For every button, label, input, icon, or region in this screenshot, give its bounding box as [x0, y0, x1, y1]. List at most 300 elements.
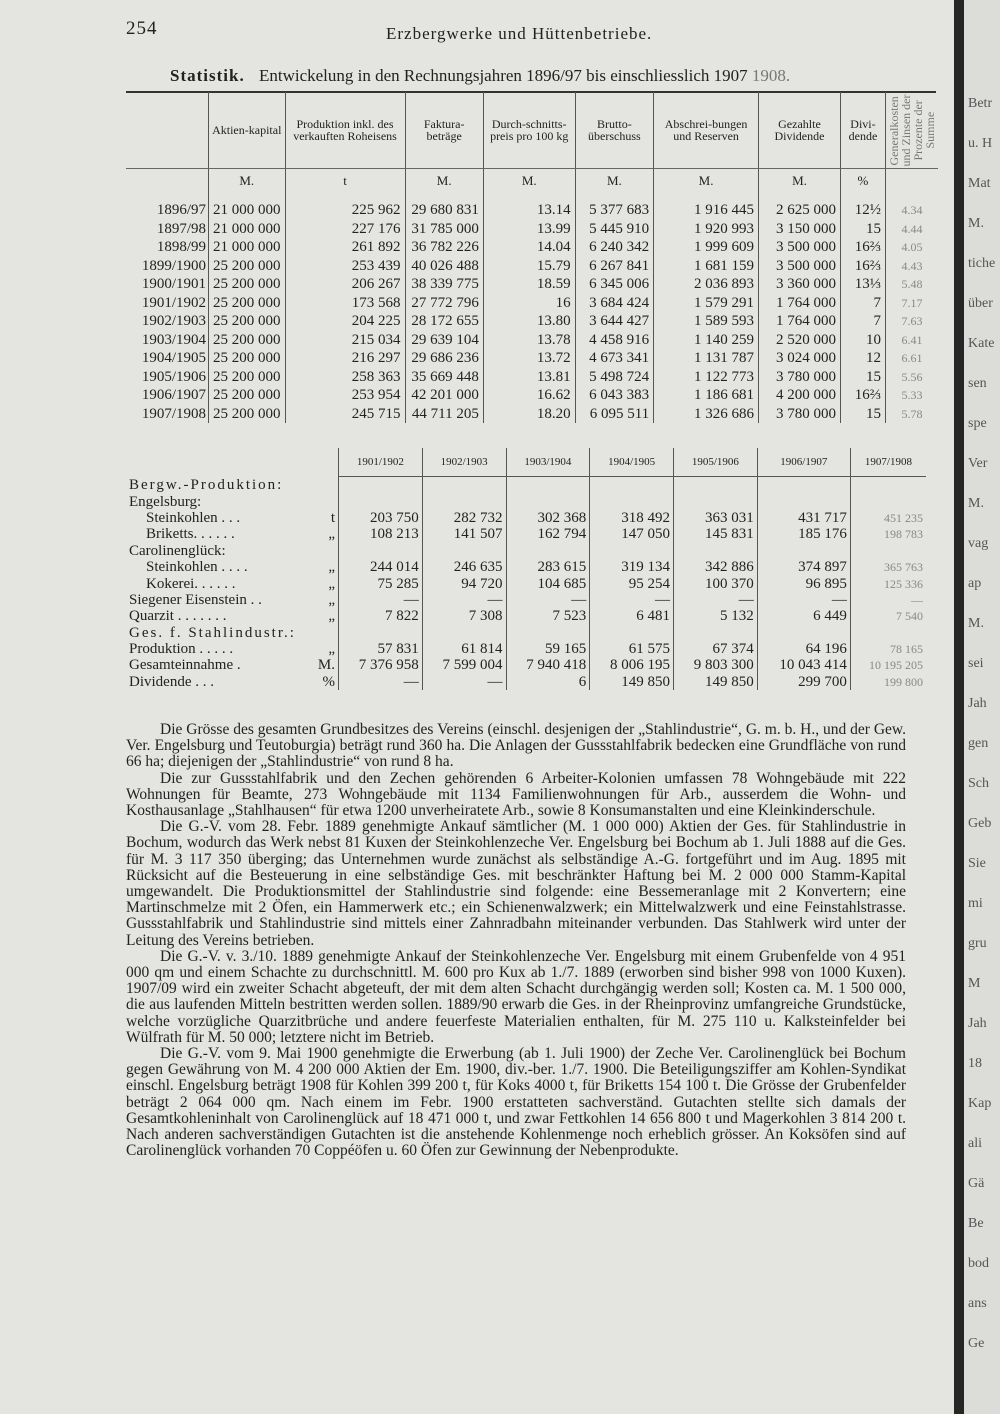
table-cell	[757, 543, 850, 559]
table-cell: —	[590, 592, 674, 608]
row-label	[126, 559, 339, 575]
row-label	[126, 641, 339, 657]
paragraph: Die G.-V. vom 9. Mai 1900 genehmigte die Erwerbung (ab 1. Juli 1900) der Zeche Ver. Carolinenglück bei Bochum gegen Gewährung von M. 4 200 000 Aktien der Em. 1900, div.-ber. 1./7. 1900. Die Beteiligungsziffer am Kohlen-Syndikat einschl. Engelsburg beträgt 1908 für Kohlen 399 200 t, für Koks 4000 t, für Briketts 154 100 t. Die Grösse der Grubenfelder beträgt 2 064 000 qm. Nach einem im Febr. 1900 erstatteten sachverständ. Gutachten stellte sich damals der Gesamtkohleninhalt von Carolinenglück auf 18 471 000 t, und zwar Fettkohlen 14 656 800 t und Magerkohlen 3 814 200 t. Nach anderen sachverständigen Gutachten ist die anstehende Kohlenmenge noch erheblich grösser. An Koksöfen sind auf Carolinenglück vorhanden 70 Coppéöfen u. 60 Öfen zur Gewinnung der Nebenprodukte.	[126, 1045, 906, 1160]
adjacent-page-fragment: Betr	[968, 96, 993, 111]
table-cell: 7 599 004	[422, 657, 506, 673]
table-cell: 36 782 226	[405, 238, 483, 257]
unit-cell	[126, 169, 209, 194]
adjacent-page-fragment: über	[968, 296, 993, 311]
table-cell	[506, 543, 590, 559]
adjacent-page-fragment: Be	[968, 1216, 984, 1231]
table-cell: —	[674, 592, 758, 608]
table-cell: 95 254	[590, 575, 674, 591]
table-cell: 3 644 427	[575, 312, 654, 331]
table-row	[126, 386, 938, 405]
table-cell: 18.59	[483, 275, 575, 294]
table-cell: 451 235	[850, 510, 926, 526]
paragraph: Die Grösse des gesamten Grundbesitzes des Vereins (einschl. desjenigen der „Stahlindustrie“, G. m. b. H., und der Gew. Ver. Engelsburg und Teutoburgia) beträgt rund 360 ha. Die Anlagen der Gussstahlfabrik bedecken eine Grundfläche von rund 66 ha; diejenigen der „Stahlindustrie“ von rund 8 ha.	[126, 721, 906, 771]
row-unit: „	[328, 575, 335, 592]
table-cell: 100 370	[674, 575, 758, 591]
table-row	[126, 312, 938, 331]
unit-cell: %	[840, 169, 885, 194]
table-cell: 363 031	[674, 510, 758, 526]
table-cell: 1 326 686	[654, 405, 759, 424]
table-cell: 15	[840, 220, 885, 239]
table-cell: 253 439	[285, 257, 405, 276]
table-row	[126, 641, 926, 657]
table-cell: 1 999 609	[654, 238, 759, 257]
unit-cell: t	[285, 169, 405, 194]
page-number: 254	[126, 18, 158, 39]
table-cell: 3 780 000	[758, 405, 840, 424]
table-cell: 1 131 787	[654, 349, 759, 368]
table-cell: 27 772 796	[405, 294, 483, 313]
table-cell: 10 195 205	[850, 657, 926, 673]
adjacent-page-fragment: Kap	[968, 1096, 992, 1111]
row-unit: „	[328, 559, 335, 576]
adjacent-page-fragment: M.	[968, 216, 984, 231]
table-cell: 1 140 259	[654, 331, 759, 350]
table-cell: 4.44	[886, 220, 939, 239]
table-cell: 244 014	[339, 559, 423, 575]
unit-cell: M.	[483, 169, 575, 194]
table-cell: 25 200 000	[209, 368, 286, 387]
table-cell: 1 681 159	[654, 257, 759, 276]
table-cell: 31 785 000	[405, 220, 483, 239]
table-cell: 5.78	[886, 405, 939, 424]
row-label-text: Carolinenglück:	[129, 542, 226, 559]
table-cell: 147 050	[590, 526, 674, 542]
table-cell	[422, 477, 506, 494]
table-cell	[590, 493, 674, 509]
adjacent-page-fragment: vag	[968, 536, 989, 551]
adjacent-page-fragment: Jah	[968, 696, 987, 711]
table-cell: 149 850	[674, 674, 758, 690]
table-cell: 204 225	[285, 312, 405, 331]
table-cell: 245 715	[285, 405, 405, 424]
row-year: 1906/1907	[141, 387, 206, 404]
row-label-text: Gesamteinnahme .	[129, 657, 241, 674]
row-label-text: Quarzit . . . . . . .	[129, 608, 227, 625]
adjacent-page-fragment: Kate	[968, 336, 995, 351]
table-cell: 302 368	[506, 510, 590, 526]
table-cell: 4.05	[886, 238, 939, 257]
table-cell: 206 267	[285, 275, 405, 294]
table-cell: 13.72	[483, 349, 575, 368]
table-cell: 25 200 000	[209, 331, 286, 350]
table-cell: 319 134	[590, 559, 674, 575]
table-cell: 7 822	[339, 608, 423, 624]
table-cell: 13⅓	[840, 275, 885, 294]
table-cell: 108 213	[339, 526, 423, 542]
table-cell: 10 043 414	[757, 657, 850, 673]
row-unit: t	[330, 509, 335, 526]
table-cell: 125 336	[850, 575, 926, 591]
paragraph: Die G.-V. v. 3./10. 1889 genehmigte Ankauf der Steinkohlenzeche Ver. Engelsburg mit einem Grubenfelde von 4 951 000 qm und einem Schachte zu durchschnittl. M. 600 pro Kux ab 1./7. 1889 (erworben sind bisher 998 von 1000 Kuxen). 1907/09 wird ein zweiter Schacht abgeteuft, der mit dem alten Schacht durchgängig werden soll; Kosten ca. M. 1 500 000, die aus laufenden Mitteln bestritten werden sollen. 1889/90 erwarb die Ges. in der Rheinprovinz umfangreiche Grundstücke, welche vorzügliche Quarzitbrüche und andere feuerfeste Materialien enthalten, für M. 275 110 u. Kalksteinfelder bei Wülfrath für M. 50 000; letztere nicht im Betrieb.	[126, 947, 906, 1046]
table-cell	[422, 493, 506, 509]
row-year: 1900/1901	[141, 276, 206, 293]
table-cell: 3 500 000	[758, 257, 840, 276]
table-row	[126, 559, 926, 575]
table-row	[126, 477, 926, 494]
table-row	[126, 543, 926, 559]
table-cell: 12	[840, 349, 885, 368]
column-header: Abschrei-bungen und Reserven	[654, 92, 759, 169]
table-cell: 149 850	[590, 674, 674, 690]
column-header: Generalkosten und Zinsen der Prozente der Summe	[886, 92, 939, 169]
table-cell	[339, 493, 423, 509]
row-year: 1896/97	[156, 202, 206, 219]
production-table	[126, 448, 926, 690]
statistik-title-tail: 1908.	[751, 66, 791, 85]
adjacent-page-fragment: Ver	[968, 456, 988, 471]
table-cell: 1 920 993	[654, 220, 759, 239]
table-cell: 5 498 724	[575, 368, 654, 387]
table-cell: 16⅔	[840, 238, 885, 257]
table-cell	[506, 625, 590, 641]
row-unit: „	[328, 641, 335, 658]
row-year: 1901/1902	[141, 294, 206, 311]
table-cell	[590, 543, 674, 559]
table-row	[126, 368, 938, 387]
table-cell: 29 686 236	[405, 349, 483, 368]
table-cell: 25 200 000	[209, 386, 286, 405]
table-cell: 5.33	[886, 386, 939, 405]
table-cell: 1 764 000	[758, 312, 840, 331]
table-cell: 6.41	[886, 331, 939, 350]
row-label	[126, 657, 339, 673]
table-row	[126, 674, 926, 690]
unit-cell: M.	[654, 169, 759, 194]
table-cell: 1 122 773	[654, 368, 759, 387]
table-row	[126, 331, 938, 350]
table-cell: 16.62	[483, 386, 575, 405]
table-cell: 162 794	[506, 526, 590, 542]
adjacent-page-fragment: ali	[968, 1136, 982, 1151]
table-cell: 25 200 000	[209, 275, 286, 294]
table-cell	[674, 543, 758, 559]
table-cell: 1 764 000	[758, 294, 840, 313]
table-cell: 4 458 916	[575, 331, 654, 350]
table-cell: 3 360 000	[758, 275, 840, 294]
running-title: Erzbergwerke und Hüttenbetriebe.	[386, 24, 653, 43]
unit-cell: M.	[758, 169, 840, 194]
table-cell: 21 000 000	[209, 220, 286, 239]
table-cell: 261 892	[285, 238, 405, 257]
adjacent-page-fragment: M.	[968, 496, 984, 511]
statistik-label: Statistik.	[170, 66, 245, 85]
table-cell: 5 377 683	[575, 193, 654, 220]
table-cell: 7	[840, 294, 885, 313]
table-cell: 9 803 300	[674, 657, 758, 673]
adjacent-page-fragment: Geb	[968, 816, 992, 831]
table-cell: 6 043 383	[575, 386, 654, 405]
row-label-text: Briketts. . . . . .	[146, 526, 235, 543]
adjacent-page-fragment: u. H	[968, 136, 993, 151]
adjacent-page-fragment: Mat	[968, 176, 991, 191]
table-cell	[674, 625, 758, 641]
table-cell: 94 720	[422, 575, 506, 591]
table-row	[126, 526, 926, 542]
table-cell	[422, 625, 506, 641]
table-cell: 15.79	[483, 257, 575, 276]
table-cell: 61 575	[590, 641, 674, 657]
table-row	[126, 349, 938, 368]
table-cell: 16	[483, 294, 575, 313]
adjacent-page-fragment: M	[968, 976, 981, 991]
table-cell: 6 267 841	[575, 257, 654, 276]
statistics-table	[126, 92, 938, 423]
row-year: 1904/1905	[141, 350, 206, 367]
row-label-text: Dividende . . .	[129, 673, 214, 690]
table-cell: 365 763	[850, 559, 926, 575]
adjacent-page-fragment: spe	[968, 416, 987, 431]
table-cell: 198 783	[850, 526, 926, 542]
column-header: Faktura-beträge	[405, 92, 483, 169]
table-cell: —	[506, 592, 590, 608]
table-row	[126, 510, 926, 526]
table-cell: 42 201 000	[405, 386, 483, 405]
adjacent-page-fragment: mi	[968, 896, 983, 911]
table-cell: 8 006 195	[590, 657, 674, 673]
table-cell: 7.63	[886, 312, 939, 331]
column-header: Brutto-überschuss	[575, 92, 654, 169]
row-unit: %	[322, 673, 335, 690]
table-cell: 2 036 893	[654, 275, 759, 294]
table-cell	[757, 625, 850, 641]
row-year: 1902/1903	[141, 313, 206, 330]
table-cell	[674, 493, 758, 509]
table-cell: 13.14	[483, 193, 575, 220]
table-row	[126, 657, 926, 673]
row-year: 1905/1906	[141, 368, 206, 385]
table-cell: 4.43	[886, 257, 939, 276]
row-year: 1899/1900	[141, 257, 206, 274]
table-row	[126, 220, 938, 239]
adjacent-page-fragment: bod	[968, 1256, 989, 1271]
year-column-header	[126, 92, 209, 169]
table-cell: 25 200 000	[209, 257, 286, 276]
table-row	[126, 193, 938, 220]
row-label	[126, 608, 339, 624]
table-cell	[850, 477, 926, 494]
paragraph: Die zur Gussstahlfabrik und den Zechen gehörenden 6 Arbeiter-Kolonien umfassen 78 Wohngebäude mit 222 Wohnungen für Beamte, 273 Wohngebäude mit 1134 Familienwohnungen für Arb., ausserdem die Wohn- und Kosthausanlage „Stahlhausen“ für etwa 1200 unverheiratete Arb., sowie 8 Konsumanstalten und eine Kleinkinderschule.	[126, 769, 906, 820]
table-cell: 6.61	[886, 349, 939, 368]
row-label-text: Steinkohlen . . . .	[146, 559, 248, 576]
statistik-title: Entwickelung in den Rechnungsjahren 1896/97 bis einschliesslich 1907	[258, 66, 748, 85]
table-cell: 246 635	[422, 559, 506, 575]
row-label	[126, 510, 339, 526]
statistik-heading	[170, 66, 790, 86]
adjacent-page-fragment: ans	[968, 1296, 987, 1311]
table-cell: 21 000 000	[209, 193, 286, 220]
table-cell: —	[422, 592, 506, 608]
table-cell: 1 186 681	[654, 386, 759, 405]
table-row	[126, 625, 926, 641]
year-header: 1905/1906	[674, 448, 758, 477]
table-cell: 78 165	[850, 641, 926, 657]
table-cell	[757, 477, 850, 494]
row-unit: M.	[317, 657, 335, 674]
table-cell: 25 200 000	[209, 405, 286, 424]
table-cell	[757, 493, 850, 509]
table-cell	[339, 543, 423, 559]
table-cell: 5.56	[886, 368, 939, 387]
table-row	[126, 257, 938, 276]
row-label	[126, 592, 339, 608]
table-cell: 14.04	[483, 238, 575, 257]
row-label-text: Kokerei. . . . . .	[146, 575, 236, 592]
table-cell: 13.80	[483, 312, 575, 331]
unit-cell: M.	[575, 169, 654, 194]
table-cell: 141 507	[422, 526, 506, 542]
table-cell: 253 954	[285, 386, 405, 405]
table-cell: 29 639 104	[405, 331, 483, 350]
table-cell: 67 374	[674, 641, 758, 657]
table-cell: 12½	[840, 193, 885, 220]
row-unit: „	[328, 591, 335, 608]
table-row	[126, 275, 938, 294]
column-header: Produktion inkl. des verkauften Roheisens	[285, 92, 405, 169]
table-cell: 64 196	[757, 641, 850, 657]
adjacent-page-fragment: ap	[968, 576, 982, 591]
table-cell: 1 579 291	[654, 294, 759, 313]
unit-cell	[886, 169, 939, 194]
adjacent-page-fragment: sen	[968, 376, 987, 391]
row-label-text: Produktion . . . . .	[129, 641, 234, 658]
table-cell: 7	[840, 312, 885, 331]
row-year: 1898/99	[156, 239, 206, 256]
table-cell: 7 523	[506, 608, 590, 624]
table-cell: 5 132	[674, 608, 758, 624]
table-cell	[850, 543, 926, 559]
row-label	[126, 625, 339, 641]
adjacent-page-fragment: M.	[968, 616, 984, 631]
body-text	[126, 722, 906, 1159]
table-cell: 258 363	[285, 368, 405, 387]
table-cell: 3 024 000	[758, 349, 840, 368]
row-label	[126, 477, 339, 494]
table-cell: 1 589 593	[654, 312, 759, 331]
table-cell: 6	[506, 674, 590, 690]
table-cell: 173 568	[285, 294, 405, 313]
table-cell: 28 172 655	[405, 312, 483, 331]
table-cell	[674, 477, 758, 494]
table-cell: 299 700	[757, 674, 850, 690]
table-cell: 3 500 000	[758, 238, 840, 257]
row-unit: „	[328, 608, 335, 625]
table-cell: 25 200 000	[209, 349, 286, 368]
year-header: 1903/1904	[506, 448, 590, 477]
table-cell: —	[757, 592, 850, 608]
column-header: Durch-schnitts-preis pro 100 kg	[483, 92, 575, 169]
table-cell: 7 540	[850, 608, 926, 624]
table-row	[126, 294, 938, 313]
table-cell	[590, 625, 674, 641]
table-cell: 6 449	[757, 608, 850, 624]
table-cell: 283 615	[506, 559, 590, 575]
row-label-text: Ges. f. Stahlindustr.:	[129, 624, 296, 641]
adjacent-page-fragment: Sch	[968, 776, 989, 791]
table-cell: 3 780 000	[758, 368, 840, 387]
table-cell: 21 000 000	[209, 238, 286, 257]
row-unit: „	[328, 526, 335, 543]
table-row	[126, 493, 926, 509]
table-cell: —	[339, 674, 423, 690]
year-header: 1906/1907	[757, 448, 850, 477]
table-cell: 25 200 000	[209, 312, 286, 331]
table-cell: 145 831	[674, 526, 758, 542]
table-cell: 6 345 006	[575, 275, 654, 294]
table-cell	[850, 493, 926, 509]
table-cell: 13.99	[483, 220, 575, 239]
table-cell: 6 481	[590, 608, 674, 624]
table-cell: 1 916 445	[654, 193, 759, 220]
table-cell: 7.17	[886, 294, 939, 313]
table-cell: 3 684 424	[575, 294, 654, 313]
adjacent-page-fragment: Gä	[968, 1176, 985, 1191]
table-row	[126, 575, 926, 591]
table-cell: 225 962	[285, 193, 405, 220]
adjacent-page-fragment: Ge	[968, 1336, 985, 1351]
table-cell: 57 831	[339, 641, 423, 657]
row-label	[126, 493, 339, 509]
table-cell: 282 732	[422, 510, 506, 526]
row-label-text: Engelsburg:	[129, 493, 202, 510]
adjacent-page-fragment: Jah	[968, 1016, 987, 1031]
table-cell: 13.81	[483, 368, 575, 387]
year-header: 1901/1902	[339, 448, 423, 477]
table-cell: 7 376 958	[339, 657, 423, 673]
table-row	[126, 608, 926, 624]
table-row	[126, 592, 926, 608]
table-cell: 199 800	[850, 674, 926, 690]
row-label	[126, 526, 339, 542]
table-cell: 2 520 000	[758, 331, 840, 350]
adjacent-page-fragment: gen	[968, 736, 989, 751]
table-cell: 15	[840, 368, 885, 387]
table-cell: 203 750	[339, 510, 423, 526]
table-cell: 38 339 775	[405, 275, 483, 294]
table-cell: 59 165	[506, 641, 590, 657]
adjacent-page-fragment: gru	[968, 936, 987, 951]
year-header: 1902/1903	[422, 448, 506, 477]
table-cell: 342 886	[674, 559, 758, 575]
row-label	[126, 674, 339, 690]
row-label-text: Steinkohlen . . .	[146, 509, 241, 526]
table-cell: 6 095 511	[575, 405, 654, 424]
table-cell: 16⅔	[840, 386, 885, 405]
row-year: 1897/98	[156, 220, 206, 237]
row-label-text: Bergw.-Produktion:	[129, 476, 284, 493]
table-cell	[590, 477, 674, 494]
table-cell: 18.20	[483, 405, 575, 424]
table-cell	[850, 625, 926, 641]
table-cell: 374 897	[757, 559, 850, 575]
unit-cell: M.	[405, 169, 483, 194]
table-cell: 29 680 831	[405, 193, 483, 220]
label-column-header	[126, 448, 339, 477]
column-header: Aktien-kapital	[209, 92, 286, 169]
adjacent-page-fragment: Sie	[968, 856, 986, 871]
table-cell: 3 150 000	[758, 220, 840, 239]
row-year: 1907/1908	[141, 405, 206, 422]
adjacent-page-fragment: 18	[968, 1056, 982, 1071]
year-header: 1907/1908	[850, 448, 926, 477]
table-cell: 40 026 488	[405, 257, 483, 276]
table-cell	[339, 625, 423, 641]
adjacent-page-fragment: tiche	[968, 256, 996, 271]
